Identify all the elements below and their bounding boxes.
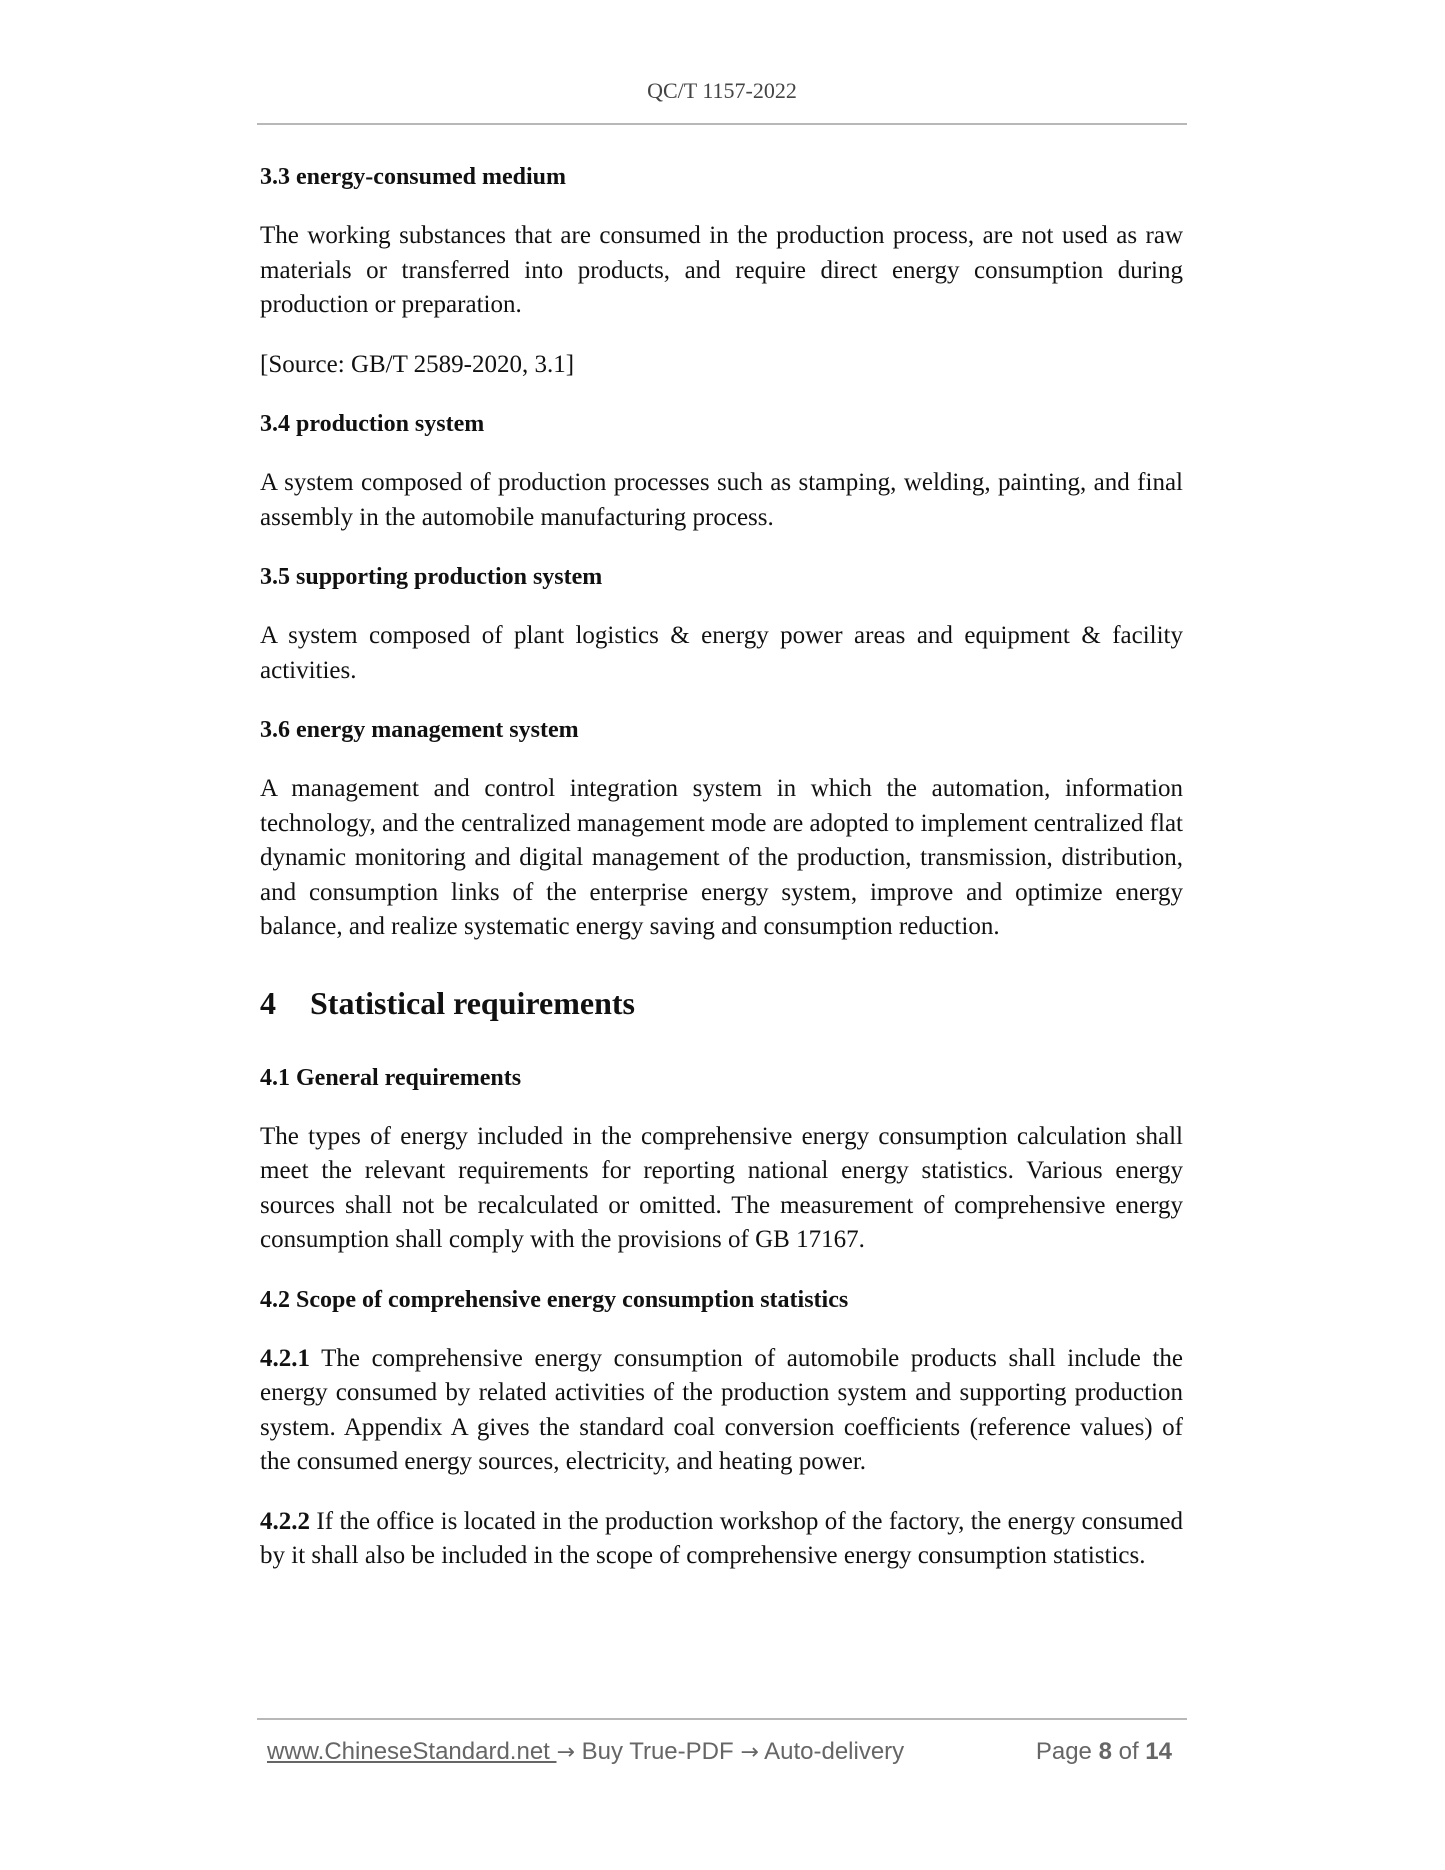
document-header: [258, 78, 1186, 104]
section-3-4-title: 3.4 production system: [260, 411, 485, 437]
auto-delivery-text: Auto-delivery: [764, 1738, 905, 1765]
section-4-2-1-body: The comprehensive energy consumption of automobile products shall include the energy consumed by related activities of the production system and supporting production system. Appendix A gives the standard coal conversion coefficients (reference values) of the consumed energy sources, electricity, and heating power.: [260, 1344, 1183, 1475]
section-4-1-title: 4.1 General requirements: [260, 1064, 522, 1091]
arrow-right-icon: →: [556, 1740, 575, 1765]
section-4-2-2-body: If the office is located in the production workshop of the factory, the energy consumed by it shall also be included in the scope of comprehensive energy consumption statistics.: [260, 1507, 1183, 1569]
page-label: Page: [1035, 1738, 1092, 1765]
section-3-3-source: [Source: GB/T 2589-2020, 3.1]: [260, 350, 575, 378]
page-content: [260, 160, 1183, 1599]
section-4-2-1-number: 4.2.1: [260, 1344, 310, 1372]
total-pages: 14: [1145, 1738, 1172, 1765]
section-3-5-title: 3.5 supporting production system: [260, 564, 603, 590]
arrow-right-icon: →: [740, 1740, 759, 1765]
document-id: QC/T 1157-2022: [647, 78, 797, 103]
section-4-2-2-number: 4.2.2: [260, 1507, 310, 1535]
header-divider: [257, 123, 1187, 125]
buy-true-pdf-text: Buy True-PDF: [581, 1738, 734, 1765]
footer-promo: [267, 1736, 904, 1769]
section-4-2-2-paragraph: [260, 1505, 1183, 1574]
of-label: of: [1118, 1738, 1139, 1765]
section-3-6-title: 3.6 energy management system: [260, 717, 579, 743]
section-4-title: Statistical requirements: [310, 984, 635, 1021]
section-3-3-title: 3.3 energy-consumed medium: [260, 164, 566, 190]
section-4-2-title: 4.2 Scope of comprehensive energy consumption statistics: [260, 1286, 849, 1313]
section-4-2-1-paragraph: [260, 1342, 1183, 1480]
section-4-number: 4: [260, 984, 276, 1021]
section-3-4-body: A system composed of production processes such as stamping, welding, painting, and final assembly in the automobile manufacturing process.: [260, 469, 1183, 531]
section-3-5-body: A system composed of plant logistics & energy power areas and equipment & facility activities.: [260, 622, 1183, 684]
section-4-1-body: The types of energy included in the comprehensive energy consumption calculation shall meet the relevant requirements for reporting national energy statistics. Various energy sources shall not be recalculated or omitted. The measurement of comprehensive energy consumption shall comply with the provisions of GB 17167.: [260, 1122, 1183, 1253]
footer-divider: [257, 1718, 1187, 1720]
page-number: 8: [1098, 1738, 1112, 1765]
section-3-6-body: A management and control integration system in which the automation, information technology, and the centralized management mode are adopted to implement centralized flat dynamic monitoring and digital management of the production, transmission, distribution, and consumption links of the enterprise energy system, improve and optimize energy balance, and realize systematic energy saving and consumption reduction.: [260, 775, 1183, 940]
page-indicator: [1036, 1736, 1172, 1768]
section-3-3-body: The working substances that are consumed in the production process, are not used as raw materials or transferred into products, and require direct energy consumption during production or preparation.: [260, 222, 1183, 318]
section-4-heading: [260, 981, 1183, 1025]
website-link[interactable]: www.ChineseStandard.net: [267, 1738, 557, 1765]
